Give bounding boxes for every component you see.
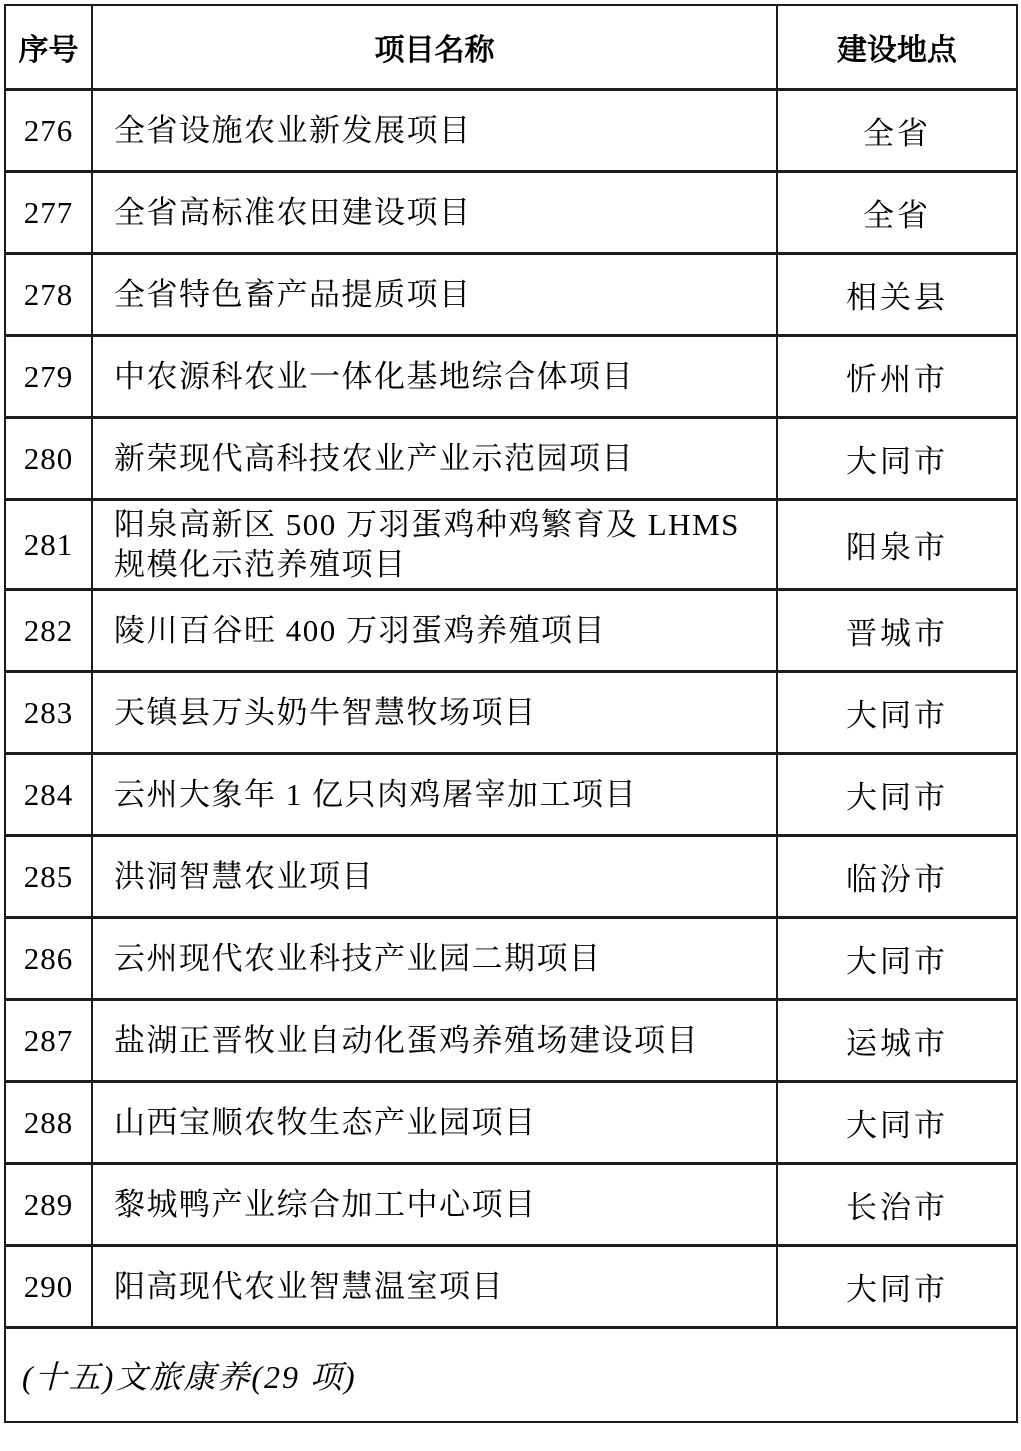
row-location: 大同市 [777, 1246, 1017, 1328]
row-location: 大同市 [777, 918, 1017, 1000]
row-location: 运城市 [777, 1000, 1017, 1082]
table-row [5, 1000, 1017, 1082]
section-footer-row [5, 1328, 1017, 1423]
row-project-name: 阳高现代农业智慧温室项目 [92, 1246, 777, 1328]
row-location: 忻州市 [777, 336, 1017, 418]
project-table [4, 4, 1018, 1423]
row-project-name: 中农源科农业一体化基地综合体项目 [92, 336, 777, 418]
table-row [5, 1082, 1017, 1164]
row-project-name: 山西宝顺农牧生态产业园项目 [92, 1082, 777, 1164]
row-project-name: 洪洞智慧农业项目 [92, 836, 777, 918]
row-location: 大同市 [777, 754, 1017, 836]
row-project-name: 全省特色畜产品提质项目 [92, 254, 777, 336]
row-serial-number: 280 [5, 418, 92, 500]
row-project-name: 云州大象年 1 亿只肉鸡屠宰加工项目 [92, 754, 777, 836]
table-row [5, 1246, 1017, 1328]
row-project-name: 天镇县万头奶牛智慧牧场项目 [92, 672, 777, 754]
row-project-name: 云州现代农业科技产业园二期项目 [92, 918, 777, 1000]
row-location: 全省 [777, 90, 1017, 172]
section-footer-label: (十五)文旅康养(29 项) [5, 1328, 1017, 1423]
row-project-name: 黎城鸭产业综合加工中心项目 [92, 1164, 777, 1246]
row-project-name: 全省高标准农田建设项目 [92, 172, 777, 254]
row-serial-number: 277 [5, 172, 92, 254]
table-row [5, 836, 1017, 918]
row-project-name: 陵川百谷旺 400 万羽蛋鸡养殖项目 [92, 590, 777, 672]
row-location: 相关县 [777, 254, 1017, 336]
header-location: 建设地点 [777, 5, 1017, 90]
row-project-name: 新荣现代高科技农业产业示范园项目 [92, 418, 777, 500]
row-serial-number: 282 [5, 590, 92, 672]
row-location: 大同市 [777, 672, 1017, 754]
table-row [5, 172, 1017, 254]
table-row [5, 254, 1017, 336]
row-project-name: 阳泉高新区 500 万羽蛋鸡种鸡繁育及 LHMS 规模化示范养殖项目 [92, 500, 777, 590]
table-row [5, 1164, 1017, 1246]
row-serial-number: 289 [5, 1164, 92, 1246]
table-row [5, 672, 1017, 754]
table-row [5, 918, 1017, 1000]
row-project-name: 全省设施农业新发展项目 [92, 90, 777, 172]
row-serial-number: 279 [5, 336, 92, 418]
table-row [5, 500, 1017, 590]
row-serial-number: 281 [5, 500, 92, 590]
row-location: 阳泉市 [777, 500, 1017, 590]
row-location: 临汾市 [777, 836, 1017, 918]
row-location: 长治市 [777, 1164, 1017, 1246]
table-header-row [5, 5, 1017, 90]
row-location: 大同市 [777, 418, 1017, 500]
row-location: 全省 [777, 172, 1017, 254]
table-row [5, 90, 1017, 172]
table-row [5, 754, 1017, 836]
table-row [5, 590, 1017, 672]
row-serial-number: 276 [5, 90, 92, 172]
row-serial-number: 285 [5, 836, 92, 918]
row-serial-number: 287 [5, 1000, 92, 1082]
row-serial-number: 286 [5, 918, 92, 1000]
row-serial-number: 288 [5, 1082, 92, 1164]
table-row [5, 336, 1017, 418]
row-serial-number: 278 [5, 254, 92, 336]
row-project-name: 盐湖正晋牧业自动化蛋鸡养殖场建设项目 [92, 1000, 777, 1082]
header-serial-number: 序号 [5, 5, 92, 90]
row-location: 晋城市 [777, 590, 1017, 672]
row-location: 大同市 [777, 1082, 1017, 1164]
row-serial-number: 283 [5, 672, 92, 754]
row-serial-number: 284 [5, 754, 92, 836]
table-row [5, 418, 1017, 500]
header-project-name: 项目名称 [92, 5, 777, 90]
row-serial-number: 290 [5, 1246, 92, 1328]
